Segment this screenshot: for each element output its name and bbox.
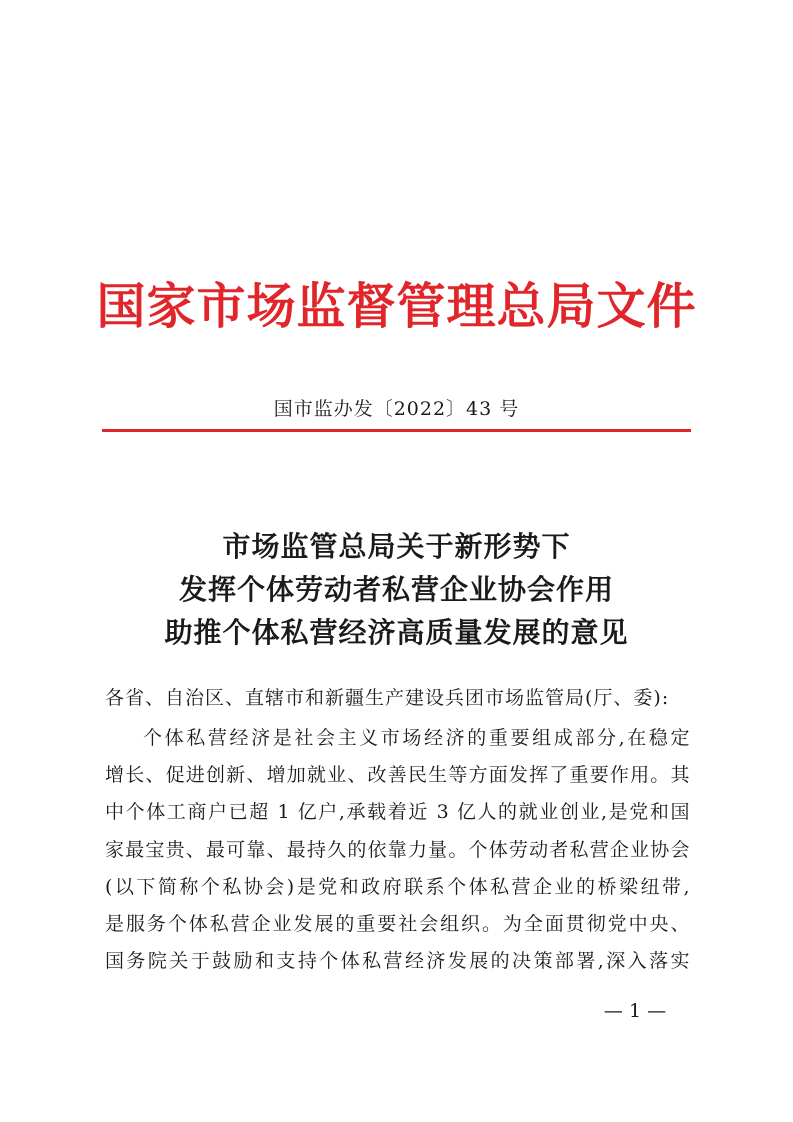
document-title [0,525,793,654]
document-title-line-1: 市场监管总局关于新形势下 [222,530,571,563]
body-line: 是服务个体私营企业发展的重要社会组织。为全面贯彻党中央、 [105,913,690,936]
body-paragraph [105,720,690,980]
body-line: 增长、促进创新、增加就业、改善民生等方面发挥了重要作用。其 [105,764,690,787]
body-line: 中个体工商户已超 1 亿户,承载着近 3 亿人的就业创业,是党和国 [105,801,690,824]
body-line: 个体私营经济是社会主义市场经济的重要组成部分,在稳定 [143,727,690,749]
body-line: 国务院关于鼓励和支持个体私营经济发展的决策部署,深入落实 [105,950,690,973]
document-title-line-2: 发挥个体劳动者私营企业协会作用 [178,573,614,606]
document-number: 国市监办发〔2022〕43 号 [273,398,520,420]
document-header-title: 国家市场监督管理总局文件 [96,277,697,335]
addressee-line: 各省、自治区、直辖市和新疆生产建设兵团市场监管局(厅、委): [105,687,670,709]
page-number: — 1 — [603,1000,667,1022]
body-line: 家最宝贵、最可靠、最持久的依靠力量。个体劳动者私营企业协会 [105,838,690,861]
header-red-rule [102,429,691,432]
document-title-line-3: 助推个体私营经济高质量发展的意见 [164,616,629,649]
body-line: (以下简称个私协会)是党和政府联系个体私营企业的桥梁纽带, [105,875,690,898]
